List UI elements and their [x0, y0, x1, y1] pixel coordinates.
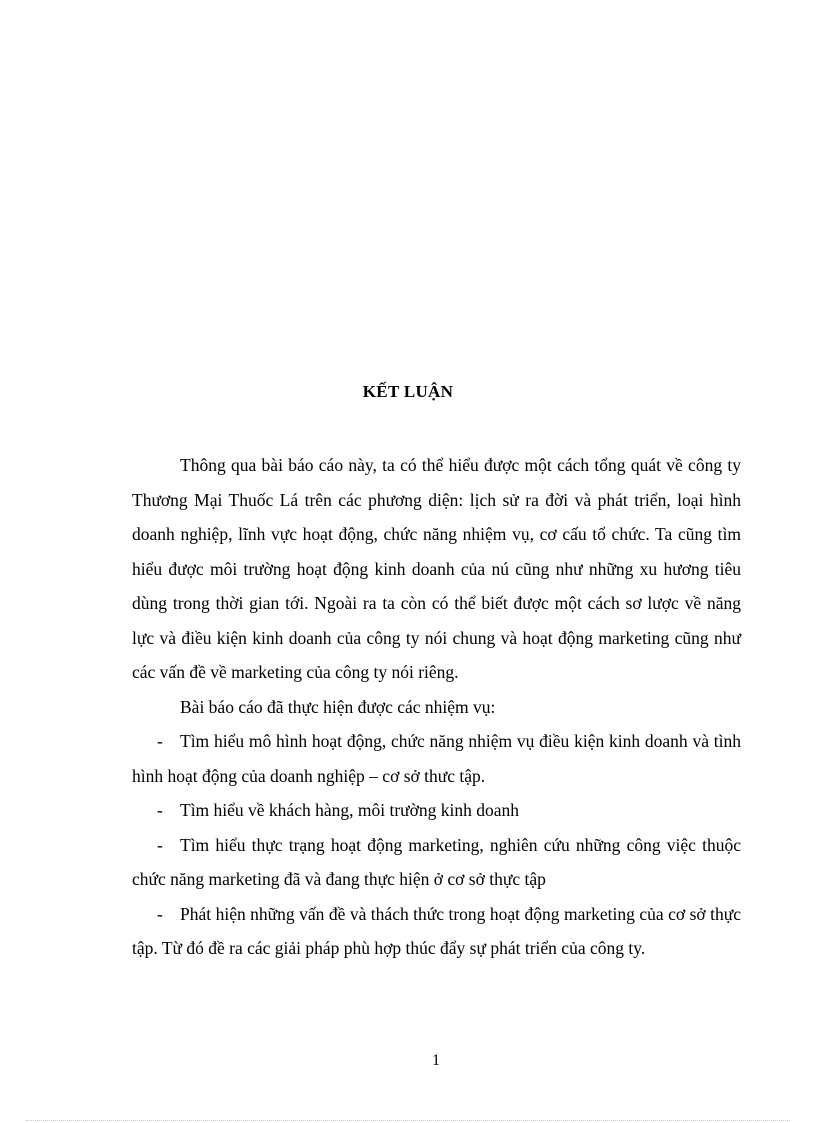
list-item: - Tìm hiểu về khách hàng, môi trường kinh doanh	[157, 800, 520, 820]
list-item: - Tìm hiểu mô hình hoạt động, chức năng nhiệm vụ điều kiện kinh doanh và tình hình hoạt động của doanh nghiệp – cơ sở thưc tập.	[132, 731, 741, 786]
document-body	[132, 448, 741, 966]
tasks-intro: Bài báo cáo đã thực hiện được các nhiệm vụ:	[180, 696, 496, 717]
intro-paragraph: Thông qua bài báo cáo này, ta có thể hiểu được một cách tổng quát về công ty Thương Mại Thuốc Lá trên các phương diện: lịch sử ra đời và phát triển, loại hình doanh nghiệp, lĩnh vực hoạt động, chức năng nhiệm vụ, cơ cấu tổ chức. Ta cũng tìm hiểu được môi trường hoạt động kinh doanh của nú cũng như những xu hương tiêu dùng trong thời gian tới. Ngoài ra ta còn có thể biết được một cách sơ lược về năng lực và điều kiện kinh doanh của công ty nói chung và hoạt động marketing cũng như các vấn đề về marketing của công ty nói riêng.	[132, 455, 741, 682]
list-item-text: Tìm hiểu mô hình hoạt động, chức năng nhiệm vụ điều kiện kinh doanh và tình hình hoạt động của doanh nghiệp – cơ sở thưc tập.	[132, 731, 741, 786]
list-item-text: Tìm hiểu thực trạng hoạt động marketing, nghiên cứu những công việc thuộc chức năng marketing đã và đang thực hiện ở cơ sở thực tập	[132, 834, 741, 889]
page-title: KẾT LUẬN	[362, 382, 454, 401]
list-item-text: Tìm hiểu về khách hàng, môi trường kinh doanh	[180, 800, 520, 820]
page-number: 1	[432, 1052, 440, 1069]
footer-divider	[26, 1120, 790, 1121]
list-item: - Phát hiện những vấn đề và thách thức trong hoạt động marketing của cơ sở thực tập. Từ đó đề ra các giải pháp phù hợp thúc đẩy sự phát triển của công ty.	[132, 903, 741, 958]
list-item-text: Phát hiện những vấn đề và thách thức trong hoạt động marketing của cơ sở thực tập. Từ đó đề ra các giải pháp phù hợp thúc đẩy sự phát triển của công ty.	[132, 903, 741, 958]
list-item: - Tìm hiểu thực trạng hoạt động marketing, nghiên cứu những công việc thuộc chức năng marketing đã và đang thực hiện ở cơ sở thực tập	[132, 834, 741, 889]
